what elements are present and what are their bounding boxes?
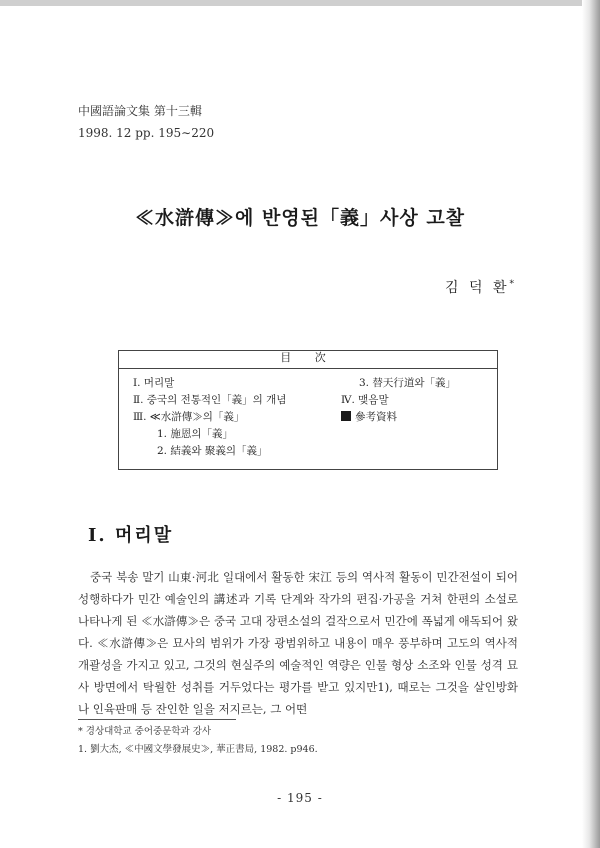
scan-edge-top [0,0,600,6]
journal-issue: 1998. 12 pp. 195∼220 [78,126,215,140]
body-paragraph: 중국 북송 말기 山東·河北 일대에서 활동한 宋江 등의 역사적 활동이 민간전설이 되어 성행하다가 민간 예술인의 講述과 기록 단계와 작가의 편집·가공을 거쳐 한편의 소설로 나타나게 된 ≪水滸傳≫은 중국 고대 장편소설의 걸작으로서 민간에 폭넓게 애독되어 왔다. ≪水滸傳≫은 묘사의 범위가 가장 광범위하고 내용이 매우 풍부하며 고도의 역사적 개괄성을 가지고 있고, 그것의 현실주의 예술적인 역량은 인물 형상 소조와 인물 성격 묘사 방면에서 탁월한 성취를 거두었다는 평가를 받고 있지만1), 때로는 그것을 살인방화나 인육판매 등 잔인한 일을 저지르는, 그 어떤 [78,570,518,716]
scan-edge-right [582,0,600,848]
toc-item: Ⅲ. ≪水滸傳≫의「義」 [133,411,245,423]
toc-item: Ⅳ. 맺음말 [341,394,389,406]
journal-name: 中國語論文集 第十三輯 [78,104,202,118]
page-number: - 195 - [277,791,323,805]
paper-title: ≪水滸傳≫에 반영된「義」사상 고찰 [134,207,466,229]
author-footnote-mark: * [509,279,514,290]
footnotes [78,723,318,759]
toc-heading: 目 次 [280,351,336,364]
author-name: 김 덕 환 [445,280,510,296]
body-text [78,566,518,720]
table-of-contents [118,350,498,470]
toc-divider [119,368,497,369]
toc-subitem: 3. 替天行道와「義」 [359,377,456,389]
toc-item: Ⅰ. 머리말 [133,377,175,389]
section-heading: Ⅰ. 머리말 [88,525,174,546]
footnote-1: 1. 劉大杰, ≪中國文學發展史≫, 華正書局, 1982. p946. [78,744,318,755]
toc-item-references-label: 參考資料 [355,411,397,423]
author [445,277,514,297]
toc-item-references [341,409,456,426]
black-square-icon [341,411,351,421]
toc-right-column [341,375,456,426]
toc-item: Ⅱ. 중국의 전통적인「義」의 개념 [133,394,287,406]
toc-subitem: 1. 施恩의「義」 [157,428,233,440]
toc-subitem: 2. 結義와 聚義의「義」 [157,445,268,457]
toc-left-column [133,375,286,460]
footnote-divider [78,719,236,720]
footnote-author-affiliation: * 경상대학교 중어중문학과 강사 [78,726,212,737]
journal-info [78,100,214,144]
